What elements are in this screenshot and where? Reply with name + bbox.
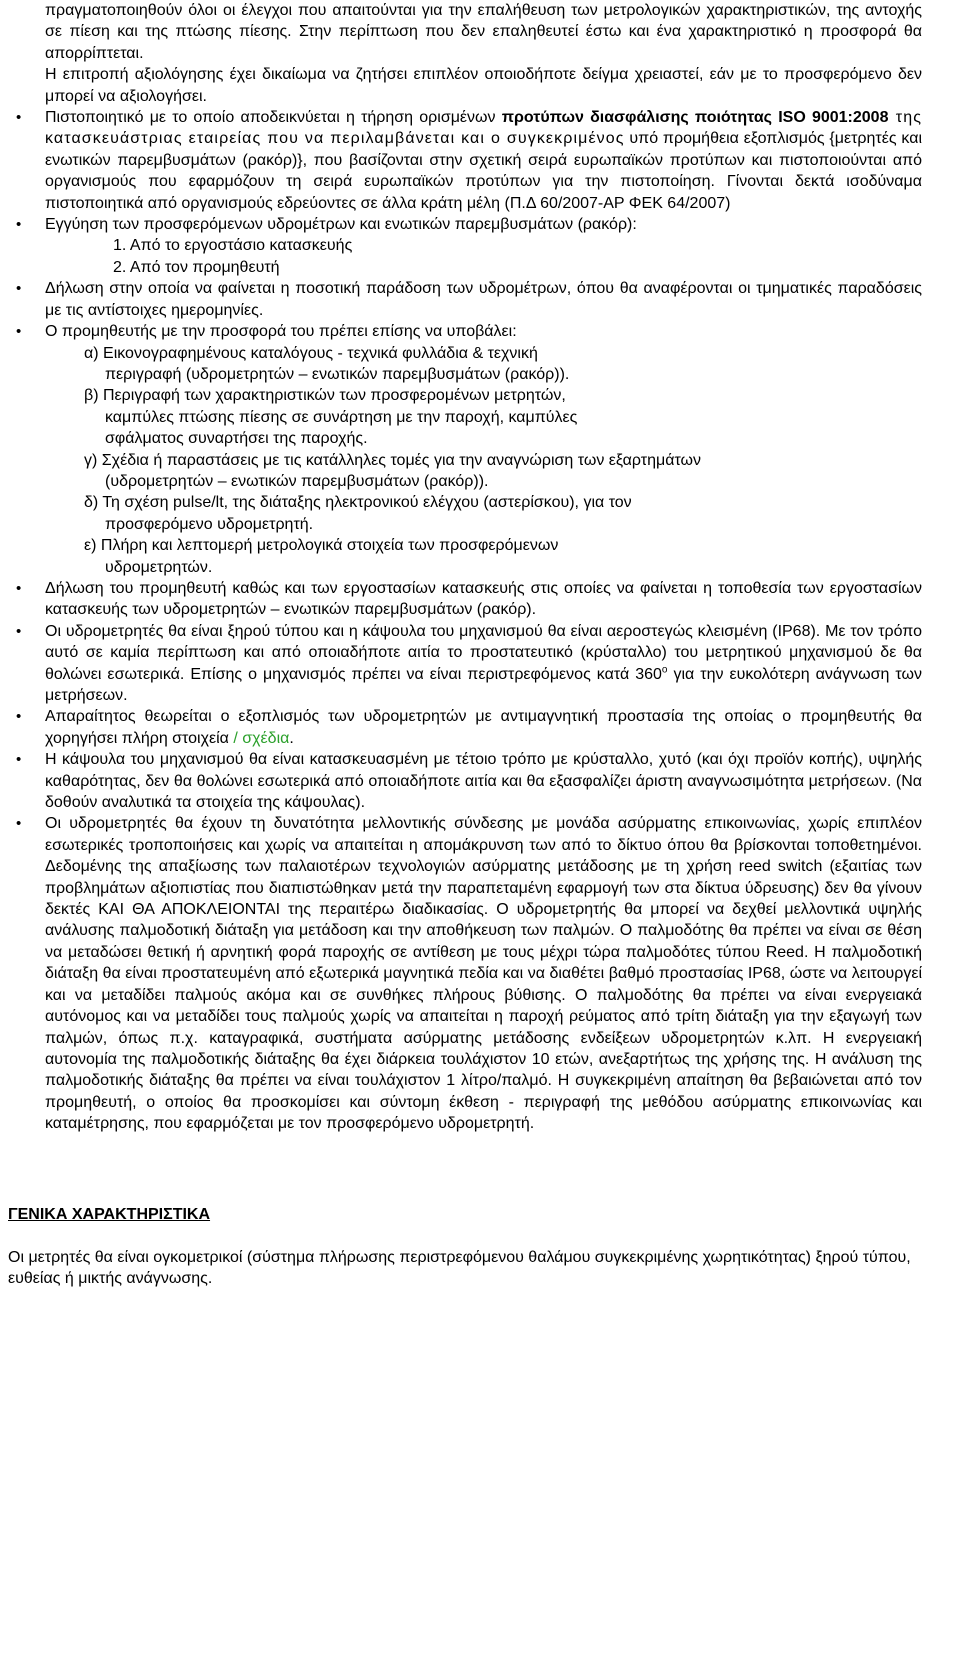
bullet-factory-statement: [8, 578, 922, 621]
iso-standard-bold: προτύπων διασφάλισης ποιότητας ISO 9001:2008: [501, 109, 889, 127]
dry-type-text: Οι υδρομετρητές θα είναι ξηρού τύπου και η κάψουλα του μηχανισμού θα είναι αεροστεγώς κλεισμένη (IP68). Με τον τρόπο αυτό σε καμία περίπτωση και από οποιαδήποτε αιτία το προστατευτικό (κρύσταλλο) του μετρητικού μηχανισμού δε θα θολώνει εσωτερικά. Επίσης ο μηχανισμός πρέπει να είναι περιστρεφόμενος κατά 360: [45, 622, 922, 683]
submission-b-line3: σφάλματος συναρτήσει της παροχής.: [105, 430, 368, 448]
bullet-antimagnetic: [8, 706, 922, 749]
submission-d-line2: προσφερόμενο υδρομετρητή.: [105, 515, 314, 533]
antimagnetic-period: .: [289, 729, 294, 747]
factory-statement-text: Δήλωση του προμηθευτή καθώς και των εργοστασίων κατασκευής στις οποίες να φαίνεται η τοποθεσία των εργοστασίων κατασκευής των υδρομετρητών – ενωτικών παρεμβυσμάτων (ρακόρ).: [45, 579, 922, 619]
submission-a-line1: α) Εικονογραφημένους καταλόγους - τεχνικά φυλλάδια & τεχνική: [84, 344, 538, 362]
bullet-dry-type: [8, 621, 922, 707]
paragraph-committee-rights: Η επιτροπή αξιολόγησης έχει δικαίωμα να ζητήσει επιπλέον οποιοδήποτε δείγμα χρειαστεί, εάν με το προσφερόμενο δεν μπορεί να αξιολογήσει.: [45, 66, 922, 105]
submission-b-line2: καμπύλες πτώσης πίεσης σε συνάρτηση με την παροχή, καμπύλες: [105, 408, 578, 426]
dry-type-tail-text: για την ευκολότερη ανάγνωση των μετρήσεων.: [45, 665, 922, 704]
submission-c-line1: γ) Σχέδια ή παραστάσεις με τις κατάλληλες τομές για την αναγνώριση των εξαρτημάτων: [84, 451, 702, 469]
bullet-wireless-pulse: [8, 813, 922, 1134]
capsule-text: Η κάψουλα του μηχανισμού θα είναι κατασκευασμένη με τέτοιο τρόπο με κρύσταλλο, χυτό (και όχι προϊόν κοπής), υψηλής καθαρότητας, δεν θα θολώνει εσωτερικά από οποιαδήποτε αιτία και θα εξασφαλίζει άριστη αναγνωσιμότητα μετρήσεων. (Να δοθούν αναλυτικά τα στοιχεία της κάψουλας).: [45, 751, 922, 812]
manufacturer-spaced-text: της κατασκευάστριας εταιρείας που να περιλαμβάνεται και ο συγκεκριμένος: [45, 109, 923, 148]
paragraph-verification: πραγματοποιηθούν όλοι οι έλεγχοι που απαιτούνται για την επαλήθευση των μετρολογικών χαρακτηριστικών, της αντοχής σε πίεση και της πτώσης πίεσης. Στην περίπτωση που δεν επαληθευτεί έστω και ένα χαρακτηριστικό η προσφορά θα απορρίπτεται.: [45, 2, 922, 62]
section-heading-general: ΓΕΝΙΚΑ ΧΑΡΑΚΤΗΡΙΣΤΙΚΑ: [8, 1205, 211, 1223]
degree-superscript: ο: [661, 664, 668, 676]
submission-c-line2: (υδρομετρητών – ενωτικών παρεμβυσμάτων (ρακόρ)).: [105, 472, 489, 490]
bullet-supplier-submissions: [8, 321, 922, 342]
wireless-pulse-text: Οι υδρομετρητές θα έχουν τη δυνατότητα μελλοντικής σύνδεσης με μονάδα ασύρματης επικοινωνίας, χωρίς επιπλέον εσωτερικές τροποποιήσεις και χωρίς να απαιτείται η απομάκρυνση των από το δίκτυο όπου θα βρίσκονται τοποθετημένοι. Δεδομένης της απαξίωσης των παλαιοτέρων τεχνολογιών ασύρματης μετάδοσης με τη χρήση reed switch (εξαιτίας των προβλημάτων αξιοπιστίας που διαπιστώθηκαν μετά την παραπεταμένη εφαρμογή των στα δίκτυα ύδρευσης) δεν θα γίνουν δεκτές ΚΑΙ ΘΑ ΑΠΟΚΛΕΙΟΝΤΑΙ της περαιτέρω διαδικασίας. Ο υδρομετρητής θα μπορεί να δεχθεί μελλοντικά υψηλής ανάλυσης παλμοδοτική διάταξη για μετάδοση και την αποθήκευση των παλμών. Ο παλμοδότης θα πρέπει να είναι σε θέση να μεταδώσει θετική ή αρνητική φορά παροχής σε αντίθεση με τους μέχρι τώρα παλμοδότες τύπου Reed. Η παλμοδοτική διάταξη θα είναι προστατευμένη από εξωτερικά μαγνητικά πεδία και να διαθέτει βαθμό προστασίας IP68, ώστε να λειτουργεί και να μεταδίδει παλμούς ακόμα και σε συνθήκες πλήρους βύθισης. Ο παλμοδότης θα πρέπει να είναι ενεργειακά αυτόνομος και να μεταδίδει τους παλμούς χωρίς να απαιτείται η παροχή ρεύματος από τρίτη διάταξη για την εξαγωγή των παλμών, όπως π.χ. καταγραφικά, συστήματα ασύρματης μετάδοσης ενδείξεων υδρομετρητών κ.λπ. Η ενεργειακή αυτονομία της παλμοδοτικής διάταξης θα έχει διάρκεια τουλάχιστον 10 ετών, ανεξαρτήτως της χρήσης της. Η ανάλυση της παλμοδοτικής διάταξης θα πρέπει να είναι τουλάχιστον 1 λίτρο/παλμό. Η συγκεκριμένη απαίτηση θα βεβαιώνεται από τον προμηθευτή, ο οποίος θα προσκομίσει και σύντομη έκθεση - περιγραφή της μεθόδου ασύρματης επικοινωνίας και καταμέτρησης, που εφαρμόζεται με τον προσφερόμενο υδρομετρητή.: [45, 815, 922, 1133]
delivery-statement-text: Δήλωση στην οποία να φαίνεται η ποσοτική παράδοση των υδρομέτρων, όπου θα αναφέρονται οι τμηματικές παραδόσεις με τις αντίστοιχες ημερομηνίες.: [45, 280, 922, 319]
antimagnetic-text: Απαραίτητος θεωρείται ο εξοπλισμός των υδρομετρητών με αντιμαγνητική προστασία της οποίας ο προμηθευτής θα χορηγήσει πλήρη στοιχεία: [45, 708, 922, 747]
submission-b-line1: β) Περιγραφή των χαρακτηριστικών των προσφερομένων μετρητών,: [84, 387, 566, 405]
submissions-intro-text: Ο προμηθευτής με την προσφορά του πρέπει επίσης να υποβάλει:: [45, 323, 517, 341]
warranty-item-factory: 1. Από το εργοστάσιο κατασκευής: [113, 237, 353, 255]
bullet-delivery-statement: [8, 278, 922, 321]
warranty-text: Εγγύηση των προσφερόμενων υδρομέτρων και ενωτικών παρεμβυσμάτων (ρακόρ):: [45, 216, 637, 234]
bullet-capsule: [8, 749, 922, 813]
warranty-item-supplier: 2. Από τον προμηθευτή: [113, 258, 280, 276]
submission-a-line2: περιγραφή (υδρομετρητών – ενωτικών παρεμβυσμάτων (ρακόρ)).: [105, 365, 570, 383]
certificate-rest-text: υπό προμήθεια εξοπλισμός {μετρητές και ενωτικών παρεμβυσμάτων (ρακόρ)}, που βασίζονται στην σχετική σειρά ευρωπαϊκών προτύπων και πιστοποιούνται από οργανισμούς που εφαρμόζουν τη σειρά ευρωπαϊκών προτύπων για την πιστοποίηση. Γίνονται δεκτά ισοδύναμα πιστοποιητικά από οργανισμούς εδρεύοντες σε άλλα κράτη μέλη (Π.Δ 60/2007-ΑΡ ΦΕΚ 64/2007): [45, 130, 923, 212]
bullet-warranty: [8, 214, 922, 235]
drawings-green-text: / σχέδια: [228, 729, 290, 747]
bullet-certificate-iso: [8, 107, 922, 214]
submission-e-line2: υδρομετρητών.: [105, 558, 213, 576]
paragraph-general-characteristics: Οι μετρητές θα είναι ογκομετρικοί (σύστημα πλήρωσης περιστρεφόμενου θαλάμου συγκεκριμένης χωρητικότητας) ξηρού τύπου, ευθείας ή μικτής ανάγνωσης.: [8, 1248, 911, 1288]
submission-e-line1: ε) Πλήρη και λεπτομερή μετρολογικά στοιχεία των προσφερόμενων: [84, 537, 559, 555]
certificate-intro-text: Πιστοποιητικό με το οποίο αποδεικνύεται η τήρηση ορισμένων: [45, 109, 502, 127]
submission-d-line1: δ) Τη σχέση pulse/lt, της διάταξης ηλεκτρονικού ελέγχου (αστερίσκου), για τον: [84, 494, 632, 512]
